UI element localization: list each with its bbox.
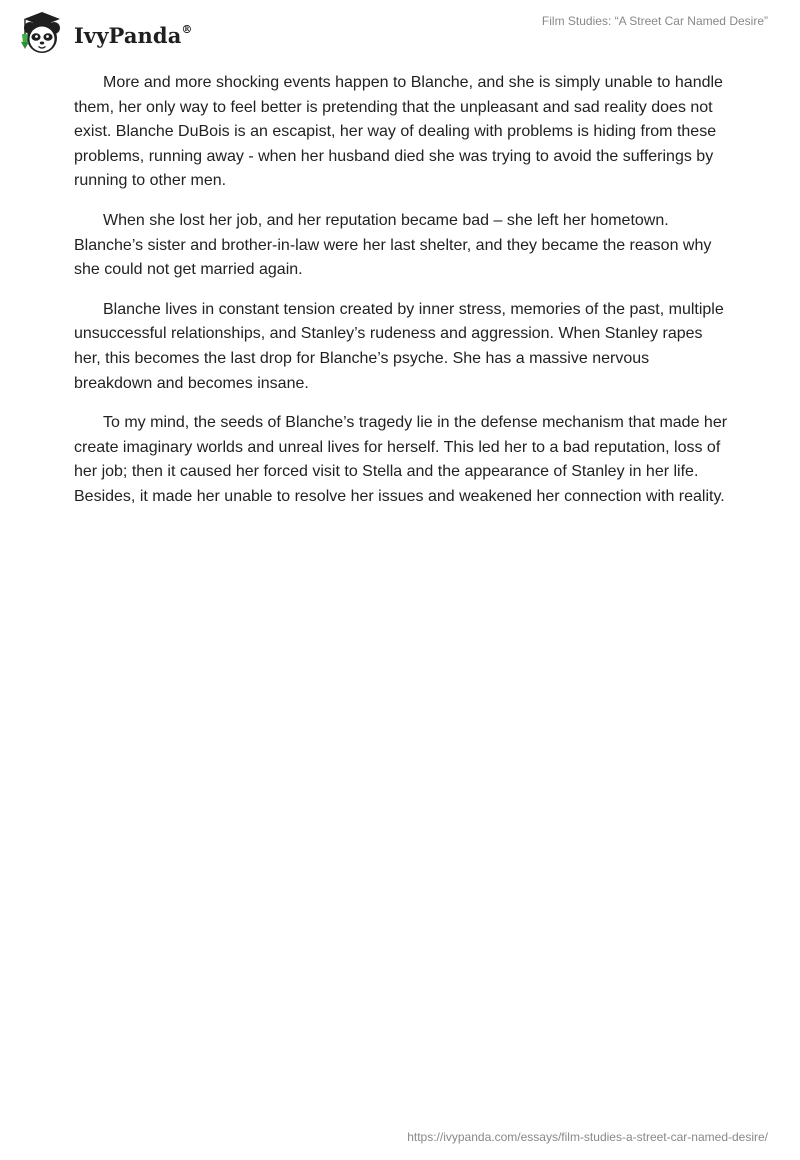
essay-body [74, 71, 729, 525]
panda-graduate-icon [16, 8, 68, 56]
paragraph: When she lost her job, and her reputation became bad – she left her hometown. Blanche’s sister and brother-in-law were her last shelter, and they became the reason why she could not get married again. [74, 211, 712, 279]
paragraph: More and more shocking events happen to Blanche, and she is simply unable to handle them, her only way to feel better is pretending that the unpleasant and sad reality does not exist. Blanche DuBois is an escapist, her way of dealing with problems is hiding from these problems, running away - when her husband died she was trying to avoid the sufferings by running to other men. [74, 74, 723, 190]
paragraph: To my mind, the seeds of Blanche’s tragedy lie in the defense mechanism that made her create imaginary worlds and unreal lives for herself. This led her to a bad reputation, loss of her job; then it caused her forced visit to Stella and the appearance of Stanley in her life. Besides, it made her unable to resolve her issues and weakened her connection with reality. [74, 414, 728, 505]
brand-name: IvyPanda® [74, 22, 193, 48]
source-url: https://ivypanda.com/essays/film-studies-a-street-car-named-desire/ [407, 1130, 768, 1144]
page-header [0, 0, 800, 60]
document-title: Film Studies: “A Street Car Named Desire” [541, 14, 768, 28]
registered-mark: ® [181, 22, 193, 36]
ivypanda-logo[interactable] [16, 8, 193, 56]
paragraph: Blanche lives in constant tension created by inner stress, memories of the past, multiple unsuccessful relationships, and Stanley’s rudeness and aggression. When Stanley rapes her, this becomes the last drop for Blanche’s psyche. She has a massive nervous breakdown and becomes insane. [74, 300, 724, 392]
